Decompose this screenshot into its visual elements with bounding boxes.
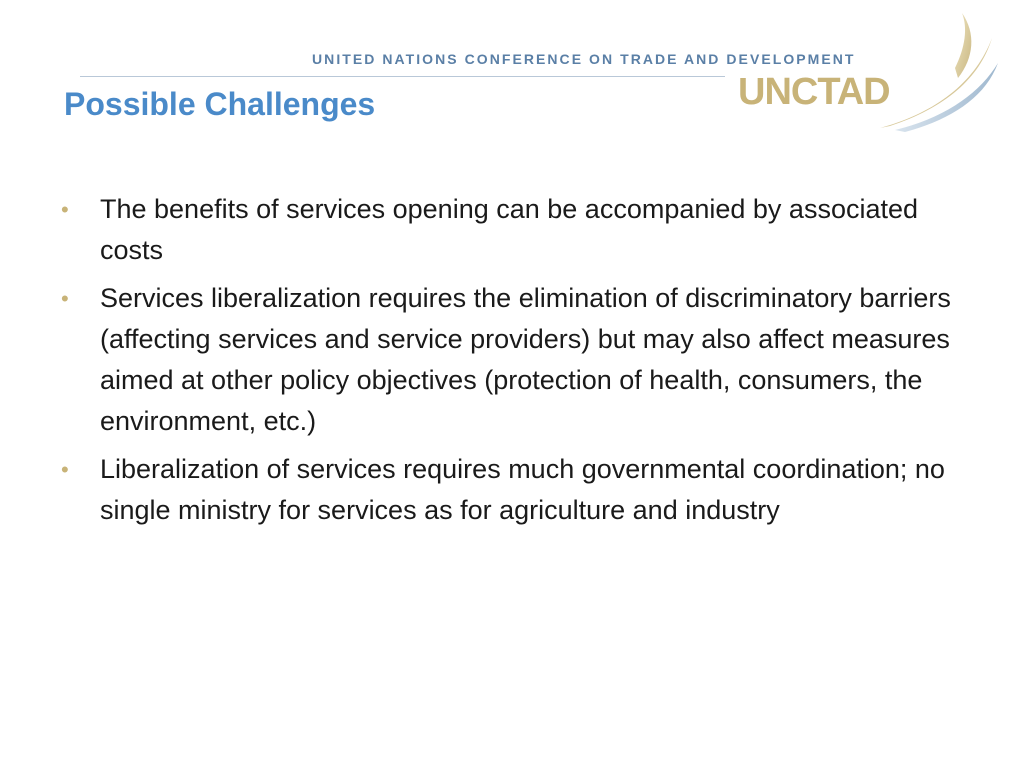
bullet-marker: • bbox=[61, 197, 69, 222]
bullet-item bbox=[61, 278, 976, 442]
bullet-marker: • bbox=[61, 286, 69, 311]
logo-wordmark: UNCTAD bbox=[738, 71, 890, 113]
bullet-item bbox=[61, 449, 976, 531]
organization-header: UNITED NATIONS CONFERENCE ON TRADE AND DEVELOPMENT bbox=[312, 51, 856, 67]
bullet-text: Services liberalization requires the elimination of discriminatory barriers (affecting services and service providers) but may also affect measures aimed at other policy objectives (protection of health, consumers, the environment, etc.) bbox=[100, 283, 951, 436]
slide-title: Possible Challenges bbox=[64, 86, 376, 122]
unctad-logo bbox=[730, 8, 1000, 133]
logo-swoosh-tall bbox=[955, 13, 971, 78]
bullet-marker: • bbox=[61, 457, 69, 482]
bullet-item bbox=[61, 189, 976, 271]
bullet-list bbox=[61, 189, 976, 538]
bullet-text: Liberalization of services requires much governmental coordination; no single ministry for services as for agriculture and industry bbox=[100, 454, 945, 525]
logo-swoosh-upper bbox=[880, 38, 992, 128]
bullet-text: The benefits of services opening can be accompanied by associated costs bbox=[100, 194, 919, 265]
header-divider bbox=[80, 76, 725, 77]
